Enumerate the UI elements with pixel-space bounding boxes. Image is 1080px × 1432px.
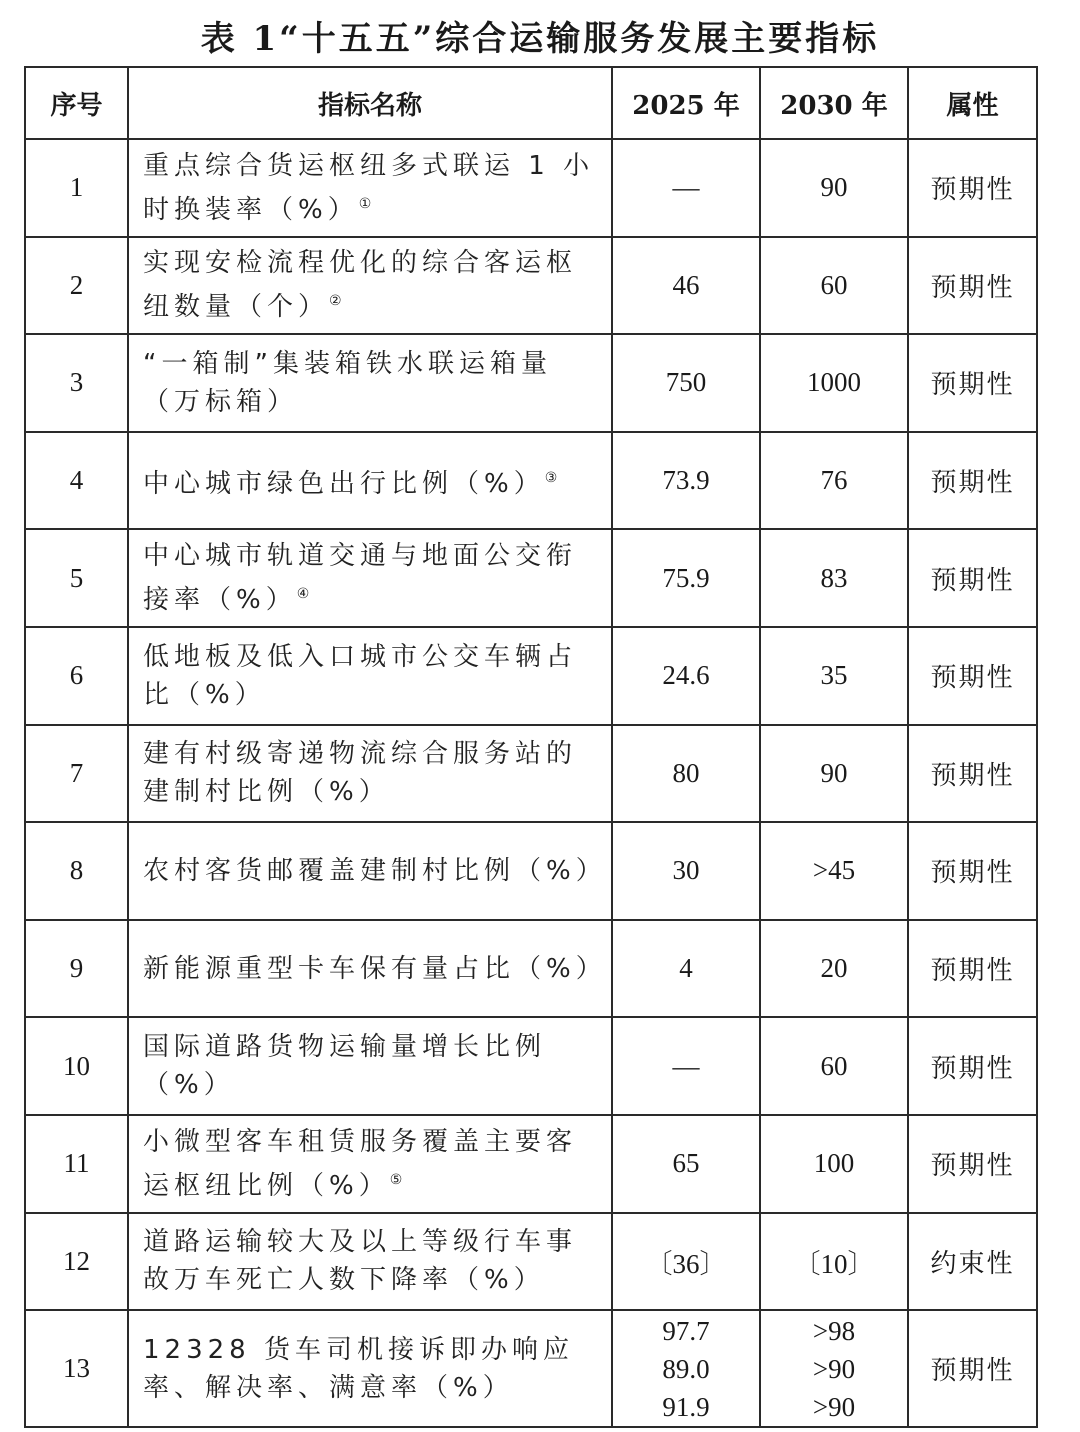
row-value-2025: — <box>612 1017 760 1115</box>
header-attr: 属性 <box>908 67 1037 139</box>
table-row <box>25 627 1037 725</box>
row-attribute: 预期性 <box>908 920 1037 1018</box>
row-value-2025 <box>612 1310 760 1427</box>
row-value-2025: 30 <box>612 822 760 920</box>
footnote-marker: ① <box>358 195 372 212</box>
row-no: 6 <box>25 627 128 725</box>
indicator-text: 建有村级寄递物流综合服务站的建制村比例（%） <box>143 739 578 808</box>
row-attribute: 预期性 <box>908 237 1037 335</box>
indicator-text: 国际道路货物运输量增长比例（%） <box>143 1032 547 1101</box>
row-value-2025: 65 <box>612 1115 760 1213</box>
row-attribute: 预期性 <box>908 432 1037 530</box>
value-2030-satisfaction: >90 <box>812 1391 856 1422</box>
row-value-2030: 76 <box>760 432 908 530</box>
row-no: 8 <box>25 822 128 920</box>
row-no: 2 <box>25 237 128 335</box>
row-no: 12 <box>25 1213 128 1311</box>
table-row <box>25 529 1037 627</box>
row-value-2025: 46 <box>612 237 760 335</box>
row-no: 7 <box>25 725 128 823</box>
row-attribute: 预期性 <box>908 1115 1037 1213</box>
table-row <box>25 237 1037 335</box>
row-value-2025: 4 <box>612 920 760 1018</box>
table-row <box>25 139 1037 237</box>
row-value-2030: >45 <box>760 822 908 920</box>
row-indicator-name <box>128 725 612 823</box>
row-indicator-name <box>128 1017 612 1115</box>
table-row <box>25 1310 1037 1427</box>
footnote-marker: ② <box>329 293 342 310</box>
indicator-text: “一箱制”集装箱铁水联运箱量（万标箱） <box>143 348 552 417</box>
value-2025-satisfaction: 91.9 <box>662 1391 710 1422</box>
table-row <box>25 1017 1037 1115</box>
row-indicator-name <box>128 432 612 530</box>
value-2030-response: >98 <box>812 1315 856 1346</box>
indicator-text: 中心城市绿色出行比例（%） <box>143 468 545 499</box>
row-attribute: 预期性 <box>908 1310 1037 1427</box>
row-value-2025: 750 <box>612 334 760 432</box>
row-indicator-name: 12328 货车司机接诉即办响应率、解决率、满意率（%） <box>128 1310 612 1427</box>
header-no: 序号 <box>25 67 128 139</box>
indicator-table <box>24 66 1038 1428</box>
row-no: 11 <box>25 1115 128 1213</box>
indicator-text: 实现安检流程优化的综合客运枢纽数量（个） <box>143 248 578 323</box>
row-value-2030: 〔10〕 <box>760 1213 908 1311</box>
header-name: 指标名称 <box>128 67 612 139</box>
row-value-2025: — <box>612 139 760 237</box>
header-row <box>25 67 1037 139</box>
value-2025-response: 97.7 <box>662 1315 710 1346</box>
row-value-2030: 60 <box>760 1017 908 1115</box>
row-no: 9 <box>25 920 128 1018</box>
row-indicator-name <box>128 1115 612 1213</box>
row-indicator-name <box>128 627 612 725</box>
row-value-2025: 24.6 <box>612 627 760 725</box>
table-row <box>25 1213 1037 1311</box>
row-no: 10 <box>25 1017 128 1115</box>
indicator-text: 农村客货邮覆盖建制村比例（%） <box>143 855 607 886</box>
row-indicator-name <box>128 529 612 627</box>
footnote-marker: ③ <box>544 469 558 486</box>
row-no: 13 <box>25 1310 128 1427</box>
indicator-text: 新能源重型卡车保有量占比（%） <box>143 953 607 984</box>
indicator-text: 小微型客车租赁服务覆盖主要客运枢纽比例（%） <box>143 1126 578 1201</box>
row-value-2025: 80 <box>612 725 760 823</box>
row-no: 5 <box>25 529 128 627</box>
table-row <box>25 920 1037 1018</box>
indicator-text: 中心城市轨道交通与地面公交衔接率（%） <box>143 541 578 616</box>
row-attribute: 预期性 <box>908 725 1037 823</box>
row-value-2025: 75.9 <box>612 529 760 627</box>
row-attribute: 预期性 <box>908 529 1037 627</box>
row-indicator-name <box>128 139 612 237</box>
row-no: 3 <box>25 334 128 432</box>
footnote-marker: ⑤ <box>389 1171 403 1188</box>
row-indicator-name <box>128 1213 612 1311</box>
row-value-2030: 100 <box>760 1115 908 1213</box>
value-2030-resolve: >90 <box>812 1353 856 1384</box>
table-row <box>25 822 1037 920</box>
row-value-2030: 90 <box>760 725 908 823</box>
row-no: 4 <box>25 432 128 530</box>
row-value-2030: 83 <box>760 529 908 627</box>
header-2030: 2030 年 <box>760 67 908 139</box>
row-value-2030: 60 <box>760 237 908 335</box>
row-value-2025: 73.9 <box>612 432 760 530</box>
row-attribute: 预期性 <box>908 627 1037 725</box>
header-2025: 2025 年 <box>612 67 760 139</box>
table-row <box>25 1115 1037 1213</box>
indicator-text: 道路运输较大及以上等级行车事故万车死亡人数下降率（%） <box>143 1227 578 1296</box>
row-value-2030 <box>760 1310 908 1427</box>
indicator-text: 重点综合货运枢纽多式联运 1 小时换装率（%） <box>143 150 595 225</box>
row-attribute: 约束性 <box>908 1213 1037 1311</box>
row-attribute: 预期性 <box>908 139 1037 237</box>
row-value-2025: 〔36〕 <box>612 1213 760 1311</box>
footnote-marker: ④ <box>296 586 310 603</box>
row-attribute: 预期性 <box>908 822 1037 920</box>
table-title: 表 1“十五五”综合运输服务发展主要指标 <box>200 19 880 59</box>
table-row <box>25 334 1037 432</box>
value-2025-resolve: 89.0 <box>662 1353 710 1384</box>
row-value-2030: 35 <box>760 627 908 725</box>
row-indicator-name <box>128 920 612 1018</box>
row-no: 1 <box>25 139 128 237</box>
table-row <box>25 432 1037 530</box>
table-row <box>25 725 1037 823</box>
row-indicator-name <box>128 237 612 335</box>
row-indicator-name <box>128 822 612 920</box>
row-indicator-name <box>128 334 612 432</box>
indicator-text: 低地板及低入口城市公交车辆占比（%） <box>143 641 578 710</box>
row-attribute: 预期性 <box>908 334 1037 432</box>
row-value-2030: 20 <box>760 920 908 1018</box>
row-value-2030: 90 <box>760 139 908 237</box>
row-attribute: 预期性 <box>908 1017 1037 1115</box>
row-value-2030: 1000 <box>760 334 908 432</box>
